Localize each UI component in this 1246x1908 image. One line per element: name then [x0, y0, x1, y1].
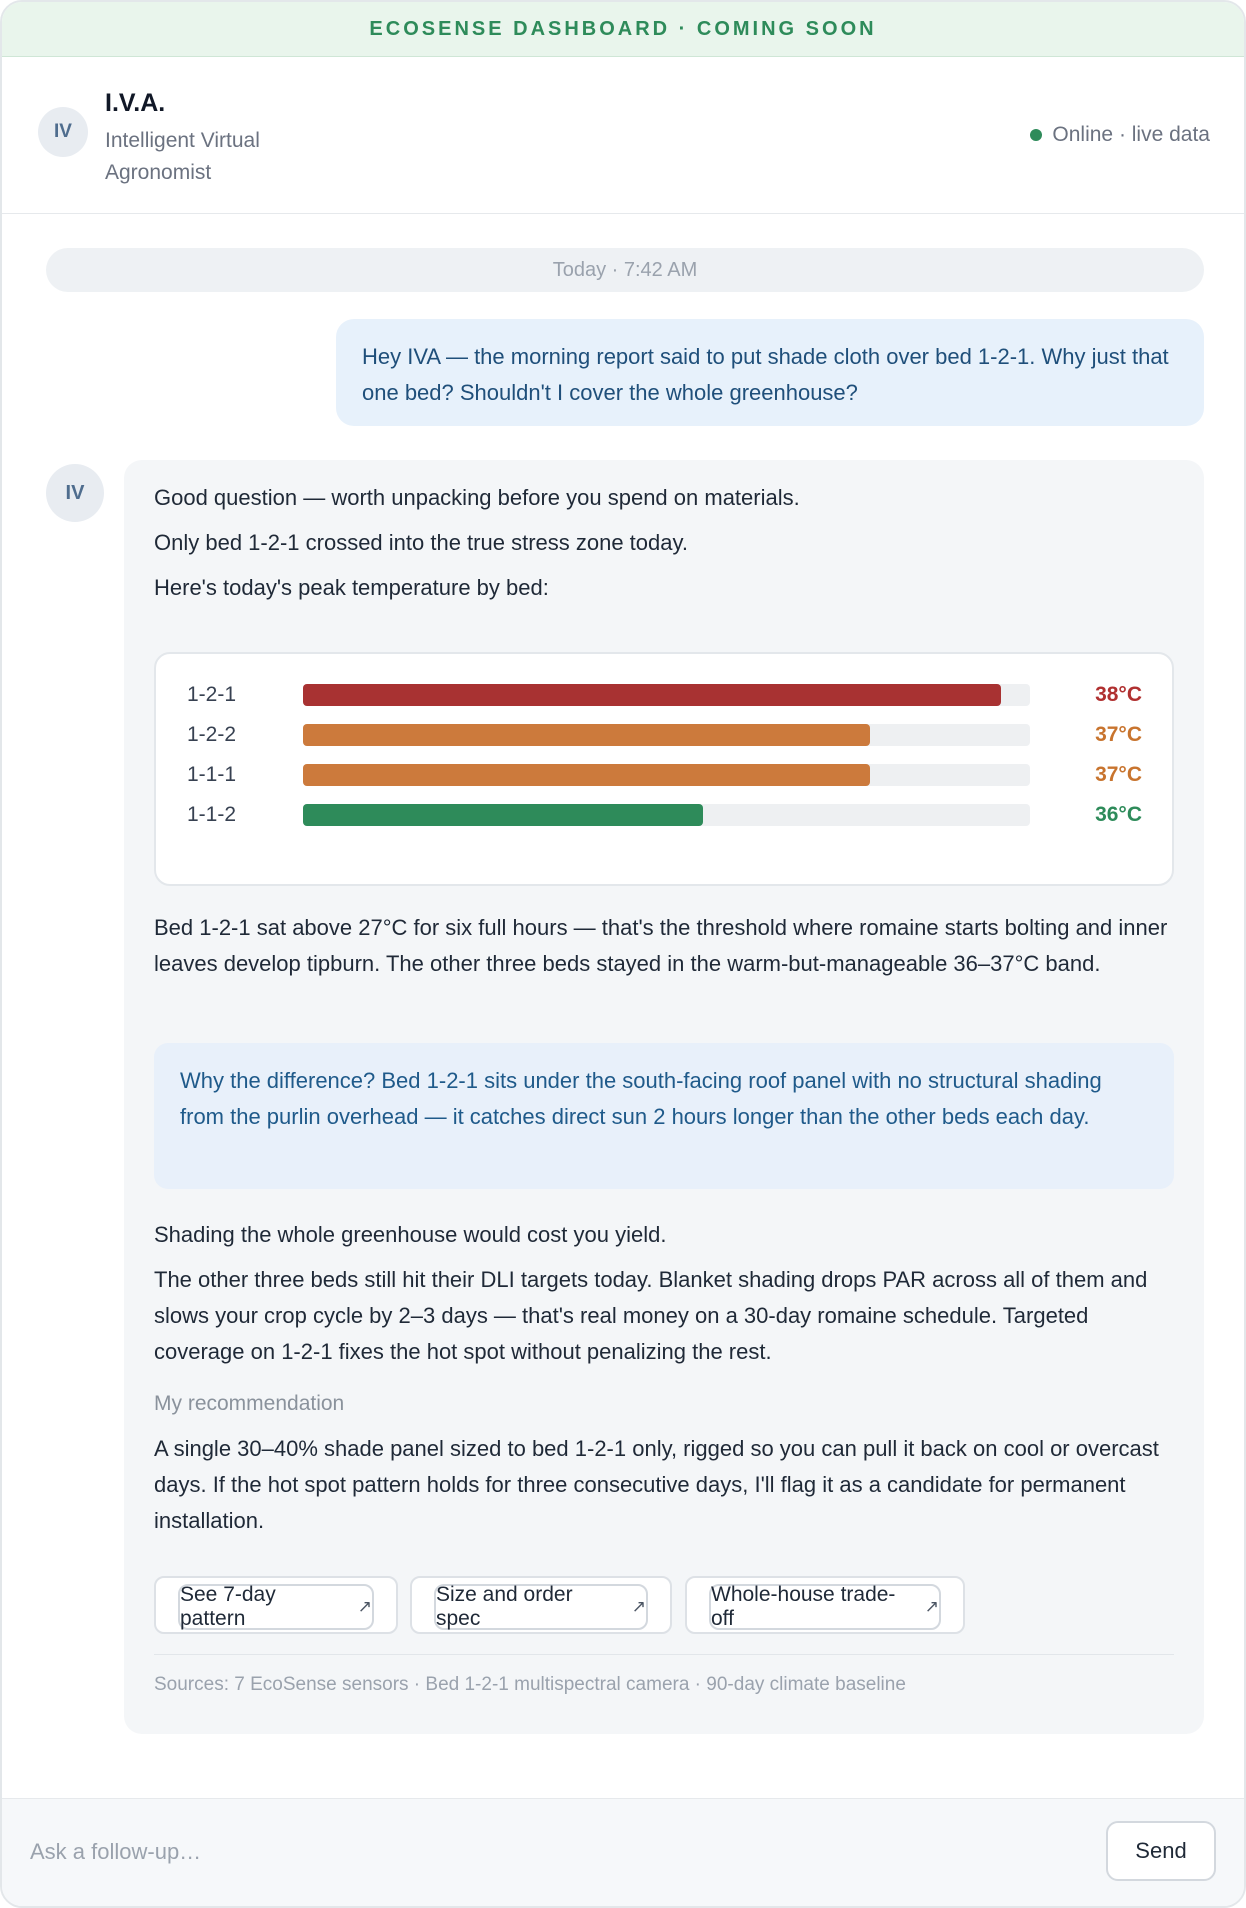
external-arrow-icon: ↗ [357, 1597, 372, 1616]
date-divider: Today · 7:42 AM [46, 248, 1204, 292]
explanation-callout: Why the difference? Bed 1-2-1 sits under the south-facing roof panel with no structural shading from the purlin overhead — it catches direct sun 2 hours longer than the other beds each day. [154, 1043, 1174, 1189]
message-paragraph: Here's today's peak temperature by bed: [154, 575, 549, 600]
assistant-message-avatar: IV [46, 464, 104, 522]
online-dot-icon [1030, 129, 1042, 141]
sources-divider [154, 1654, 1174, 1655]
message-paragraph: Good question — worth unpacking before you spend on materials. [154, 485, 800, 510]
external-arrow-icon: ↗ [924, 1597, 939, 1616]
bar-value-label: 37°C [1095, 723, 1142, 746]
size-and-order-spec-button[interactable] [434, 1584, 648, 1630]
bar-track [303, 804, 1030, 826]
send-button[interactable]: Send [1106, 1821, 1216, 1881]
chat-header [2, 57, 1244, 214]
assistant-message [124, 460, 1204, 1734]
bar-value-label: 36°C [1095, 803, 1142, 826]
message-paragraph: Bed 1-2-1 sat above 27°C for six full hours — that's the threshold where romaine starts bolting and inner leaves develop tipburn. The other three beds stayed in the warm-but-manageable 36–37°C band. [154, 915, 1168, 976]
action-see-7-day-pattern[interactable] [154, 1576, 398, 1634]
assistant-avatar: IV [38, 107, 88, 157]
suggested-actions [154, 1576, 1174, 1634]
bar-row [156, 800, 1172, 830]
follow-up-input[interactable] [30, 1829, 1070, 1875]
recommendation-text: A single 30–40% shade panel sized to bed 1-2-1 only, rigged so you can pull it back on cool or overcast days. If the hot spot pattern holds for three consecutive days, I'll flag it as a candidate for permanent installation. [154, 1436, 1159, 1533]
sources-line: Sources: 7 EcoSense sensors · Bed 1-2-1 multispectral camera · 90-day climate baseline [154, 1674, 906, 1695]
external-arrow-icon: ↗ [631, 1597, 646, 1616]
message-composer [2, 1798, 1244, 1906]
bar-category-label: 1-1-2 [187, 803, 237, 826]
bar-value-label: 37°C [1095, 763, 1142, 786]
message-paragraph: Only bed 1-2-1 crossed into the true stress zone today. [154, 530, 688, 555]
bar-row [156, 760, 1172, 790]
status-text: Online · live data [1052, 123, 1210, 146]
peak-temperature-chart [154, 652, 1174, 886]
see-7-day-pattern-button[interactable] [178, 1584, 374, 1630]
bar-row [156, 720, 1172, 750]
action-label: See 7-day pattern [180, 1583, 276, 1630]
bar-1-2-1 [303, 684, 1001, 706]
message-paragraph: The other three beds still hit their DLI targets today. Blanket shading drops PAR across all of them and slows your crop cycle by 2–3 days — that's real money on a 30-day romaine schedule. Targeted coverage on 1-2-1 fixes the hot spot without penalizing the rest. [154, 1267, 1148, 1364]
bar-1-2-2 [303, 724, 870, 746]
message-paragraph: Shading the whole greenhouse would cost you yield. [154, 1222, 667, 1247]
bar-category-label: 1-2-2 [187, 723, 237, 746]
bar-track [303, 684, 1030, 706]
bar-1-1-1 [303, 764, 870, 786]
assistant-name: I.V.A. [105, 89, 166, 117]
banner-text: ECOSENSE DASHBOARD · COMING SOON [369, 17, 877, 40]
connection-status [1030, 123, 1210, 147]
bar-category-label: 1-2-1 [187, 683, 237, 706]
bar-track [303, 764, 1030, 786]
bar-value-label: 38°C [1095, 683, 1142, 706]
bar-row [156, 680, 1172, 710]
conversation[interactable] [2, 214, 1244, 1798]
bar-1-1-2 [303, 804, 703, 826]
whole-house-trade-off-button[interactable] [709, 1584, 941, 1630]
assistant-description: Intelligent Virtual Agronomist [105, 129, 260, 184]
coming-soon-banner [2, 2, 1244, 57]
action-label: Size and order spec [436, 1583, 573, 1630]
recommendation-label: My recommendation [154, 1392, 345, 1415]
bar-category-label: 1-1-1 [187, 763, 237, 786]
action-label: Whole-house trade-off [711, 1583, 896, 1630]
action-size-and-order-spec[interactable] [410, 1576, 672, 1634]
user-message: Hey IVA — the morning report said to put shade cloth over bed 1-2-1. Why just that one bed? Shouldn't I cover the whole greenhouse? [336, 319, 1204, 426]
action-whole-house-trade-off[interactable] [685, 1576, 965, 1634]
bar-track [303, 724, 1030, 746]
